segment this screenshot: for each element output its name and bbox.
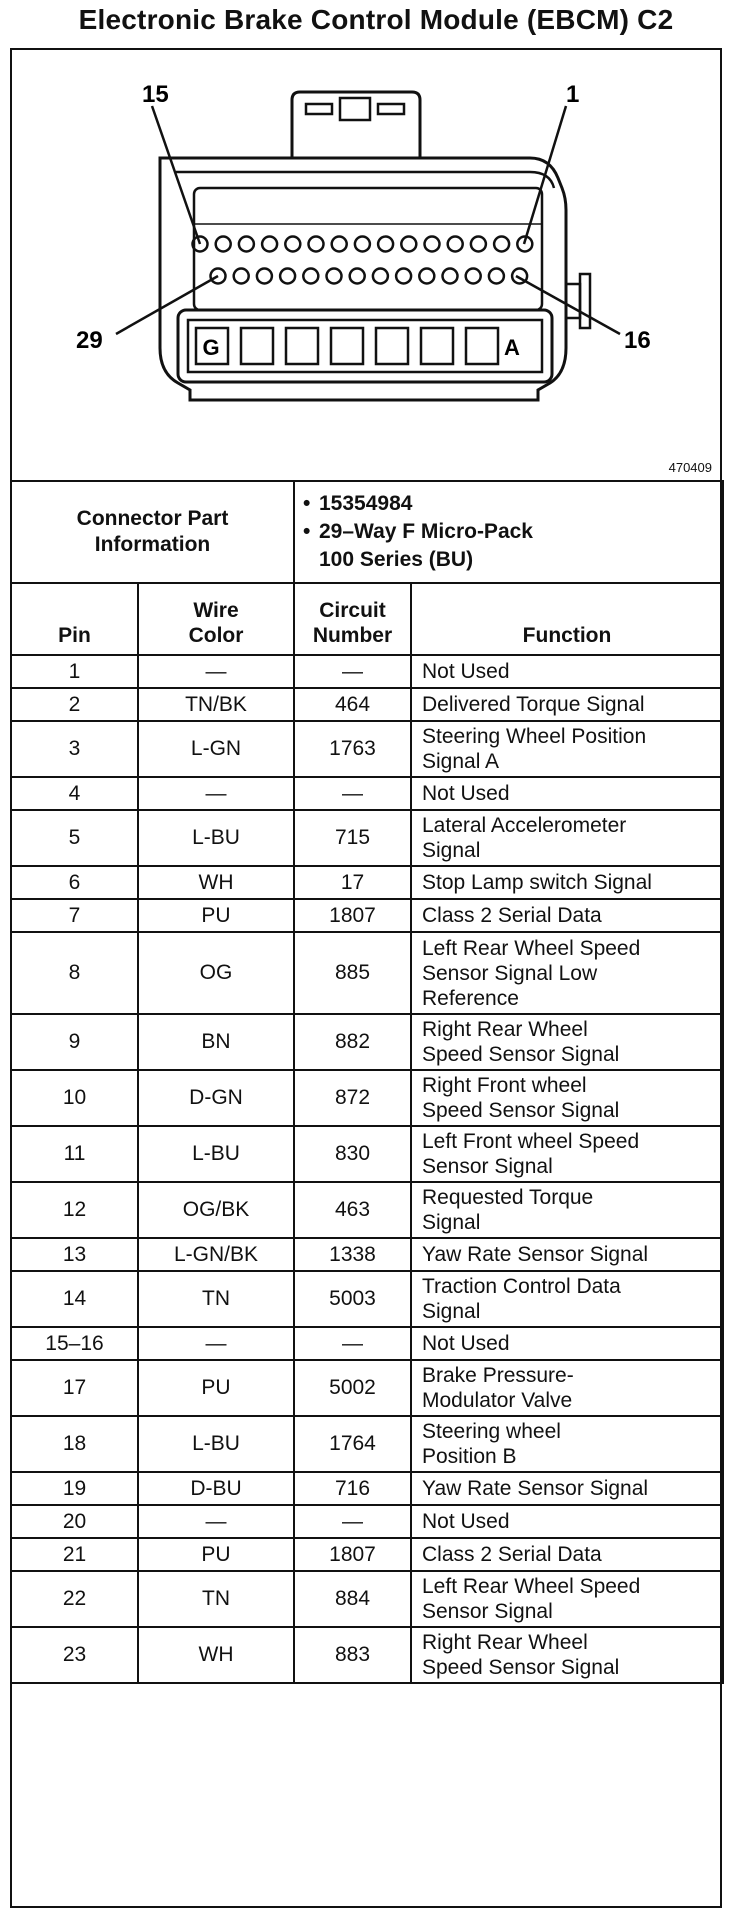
table-row (11, 810, 723, 866)
function-line: Requested Torque (422, 1186, 594, 1209)
pin-cavity-top (494, 237, 509, 252)
function-line: Class 2 Serial Data (422, 1543, 602, 1566)
pin-cell: 7 (11, 899, 138, 932)
key-cell (466, 328, 498, 364)
pin-cell: 3 (11, 721, 138, 777)
key-cell (286, 328, 318, 364)
page-title: Electronic Brake Control Module (EBCM) C2 (78, 4, 674, 35)
wire-color-cell: D-GN (138, 1070, 294, 1126)
wire-color-cell: — (138, 777, 294, 810)
pin-cell: 20 (11, 1505, 138, 1538)
function-cell (411, 1126, 723, 1182)
pin-cavity-bottom (373, 269, 388, 284)
table-row (11, 777, 723, 810)
function-line: Position B (422, 1445, 517, 1468)
col-header-circuit-number: Circuit Number (294, 583, 411, 655)
label-pin-16: 16 (624, 327, 651, 354)
pin-row-bottom (211, 269, 528, 284)
wire-color-cell: OG (138, 932, 294, 1014)
function-line: Yaw Rate Sensor Signal (422, 1243, 649, 1266)
function-cell (411, 1360, 723, 1416)
function-line: Sensor Signal Low (422, 961, 598, 985)
wire-color-cell: TN/BK (138, 688, 294, 721)
function-cell (411, 1182, 723, 1238)
table-row (11, 1472, 723, 1505)
function-cell (411, 810, 723, 866)
label-pin-15: 15 (142, 81, 169, 108)
pin-cavity-top (425, 237, 440, 252)
wire-color-cell: D-BU (138, 1472, 294, 1505)
pin-cavity-bottom (327, 269, 342, 284)
pin-cavity-top (285, 237, 300, 252)
function-line: Steering wheel (422, 1420, 561, 1443)
table-row (11, 1271, 723, 1327)
function-cell (411, 1538, 723, 1571)
pin-cavity-top (239, 237, 254, 252)
function-line: Signal (422, 1300, 481, 1323)
wire-color-cell: WH (138, 1627, 294, 1683)
circuit-number-cell: 463 (294, 1182, 411, 1238)
function-line: Delivered Torque Signal (422, 693, 645, 716)
function-line: Speed Sensor Signal (422, 1099, 620, 1122)
circuit-number-cell: 1807 (294, 1538, 411, 1571)
wire-color-cell: WH (138, 866, 294, 899)
pin-cell: 17 (11, 1360, 138, 1416)
pin-cavity-bottom (443, 269, 458, 284)
circuit-number-cell: 872 (294, 1070, 411, 1126)
table-row (11, 1416, 723, 1472)
function-line: Speed Sensor Signal (422, 1043, 620, 1066)
circuit-number-cell: 5002 (294, 1360, 411, 1416)
function-cell (411, 1271, 723, 1327)
table-row (11, 1627, 723, 1683)
function-line: Brake Pressure- (422, 1364, 574, 1387)
circuit-number-cell: 884 (294, 1571, 411, 1627)
col-header-pin: Pin (11, 583, 138, 655)
pin-cell: 13 (11, 1238, 138, 1271)
table-row (11, 1360, 723, 1416)
function-cell (411, 866, 723, 899)
circuit-number-cell: — (294, 1327, 411, 1360)
function-line: Modulator Valve (422, 1389, 573, 1412)
key-label-a: A (504, 335, 520, 360)
wire-color-cell: L-GN (138, 721, 294, 777)
pin-cell: 4 (11, 777, 138, 810)
pin-cavity-bottom (280, 269, 295, 284)
pin-cell: 10 (11, 1070, 138, 1126)
pin-cavity-bottom (489, 269, 504, 284)
wire-color-cell: PU (138, 1360, 294, 1416)
pin-cavity-top (262, 237, 277, 252)
circuit-number-cell: 17 (294, 866, 411, 899)
function-line: Right Front wheel (422, 1074, 587, 1097)
function-line: Signal (422, 1211, 481, 1234)
function-line: Stop Lamp switch Signal (422, 871, 652, 894)
wire-color-cell: L-BU (138, 1416, 294, 1472)
pin-cavity-bottom (303, 269, 318, 284)
pin-cell: 15–16 (11, 1327, 138, 1360)
pin-cell: 2 (11, 688, 138, 721)
wire-color-cell: L-BU (138, 1126, 294, 1182)
wire-color-cell: — (138, 655, 294, 688)
circuit-number-cell: 1338 (294, 1238, 411, 1271)
pin-cell: 14 (11, 1271, 138, 1327)
wire-color-cell: TN (138, 1571, 294, 1627)
pin-cavity-bottom (234, 269, 249, 284)
pinout-table (10, 480, 724, 1684)
key-cells (196, 328, 498, 364)
function-cell (411, 1416, 723, 1472)
function-line: Steering Wheel Position (422, 725, 647, 748)
latch-slot-right (378, 104, 404, 114)
function-line: Not Used (422, 1510, 510, 1533)
function-line: Left Rear Wheel Speed (422, 936, 641, 960)
table-row (11, 655, 723, 688)
latch-slot-left (306, 104, 332, 114)
function-cell (411, 1327, 723, 1360)
function-cell (411, 1014, 723, 1070)
circuit-number-cell: 885 (294, 932, 411, 1014)
pin-cell: 9 (11, 1014, 138, 1070)
circuit-number-cell: — (294, 1505, 411, 1538)
function-line: Left Front wheel Speed (422, 1130, 640, 1153)
label-pin-29: 29 (76, 327, 103, 354)
pin-cavity-bottom (396, 269, 411, 284)
table-row (11, 1571, 723, 1627)
table-row (11, 1505, 723, 1538)
table-row (11, 1182, 723, 1238)
figure-number: 470409 (668, 460, 712, 475)
circuit-number-cell: 883 (294, 1627, 411, 1683)
pin-cavity-top (309, 237, 324, 252)
function-line: Class 2 Serial Data (422, 904, 602, 927)
circuit-number-cell: 715 (294, 810, 411, 866)
table-row (11, 1014, 723, 1070)
function-cell (411, 688, 723, 721)
function-line: Left Rear Wheel Speed (422, 1575, 641, 1598)
pin-cavity-bottom (466, 269, 481, 284)
pin-cell: 11 (11, 1126, 138, 1182)
side-tab-cap (580, 274, 590, 328)
table-row (11, 932, 723, 1014)
circuit-number-cell: 1807 (294, 899, 411, 932)
wire-color-cell: OG/BK (138, 1182, 294, 1238)
table-row (11, 1327, 723, 1360)
pin-cell: 6 (11, 866, 138, 899)
function-line: Not Used (422, 1332, 510, 1355)
leader-line-1 (524, 106, 566, 244)
function-cell (411, 1627, 723, 1683)
key-cell (331, 328, 363, 364)
function-cell (411, 1472, 723, 1505)
pin-row-top (193, 237, 533, 252)
pin-cell: 21 (11, 1538, 138, 1571)
key-cell (376, 328, 408, 364)
table-row (11, 721, 723, 777)
table-row (11, 688, 723, 721)
function-line: Yaw Rate Sensor Signal (422, 1477, 649, 1500)
leader-line-29 (116, 276, 218, 334)
label-pin-1: 1 (566, 81, 580, 108)
function-line: Not Used (422, 782, 510, 805)
body-inner-ridge (176, 172, 554, 188)
pin-cavity-top (378, 237, 393, 252)
part-number: • 15354984 (303, 492, 413, 515)
pin-cell: 23 (11, 1627, 138, 1683)
pin-cell: 22 (11, 1571, 138, 1627)
pin-cell: 19 (11, 1472, 138, 1505)
pin-cavity-bottom (419, 269, 434, 284)
function-cell (411, 721, 723, 777)
function-cell (411, 1505, 723, 1538)
circuit-number-cell: — (294, 655, 411, 688)
function-line: Right Rear Wheel (422, 1631, 588, 1654)
pin-cavity-top (471, 237, 486, 252)
key-label-g: G (202, 335, 220, 360)
pin-cell: 18 (11, 1416, 138, 1472)
function-line: Not Used (422, 660, 510, 683)
function-cell (411, 655, 723, 688)
wire-color-cell: L-BU (138, 810, 294, 866)
function-cell (411, 1238, 723, 1271)
pin-cell: 12 (11, 1182, 138, 1238)
side-tab (566, 284, 580, 318)
connector-latch (292, 92, 420, 158)
pin-cell: 8 (11, 932, 138, 1014)
circuit-number-cell: 830 (294, 1126, 411, 1182)
table-row (11, 866, 723, 899)
col-header-function: Function (411, 583, 723, 655)
pin-cavity-top (401, 237, 416, 252)
table-row (11, 1538, 723, 1571)
connector-info-details (294, 481, 723, 583)
function-line: Traction Control Data (422, 1275, 621, 1298)
wire-color-cell: L-GN/BK (138, 1238, 294, 1271)
table-row (11, 1126, 723, 1182)
column-header-row (11, 583, 723, 655)
pin-cell: 1 (11, 655, 138, 688)
wire-color-cell: — (138, 1327, 294, 1360)
connector-diagram (10, 48, 722, 480)
circuit-number-cell: 716 (294, 1472, 411, 1505)
function-cell (411, 932, 723, 1014)
function-cell (411, 777, 723, 810)
function-line: Speed Sensor Signal (422, 1656, 620, 1679)
wire-color-cell: — (138, 1505, 294, 1538)
connector-description-cont: 100 Series (BU) (319, 548, 474, 571)
circuit-number-cell: 464 (294, 688, 411, 721)
key-cell (421, 328, 453, 364)
function-cell (411, 1571, 723, 1627)
function-line: Sensor Signal (422, 1155, 553, 1178)
table-row (11, 1238, 723, 1271)
circuit-number-cell: 1763 (294, 721, 411, 777)
function-line: Right Rear Wheel (422, 1018, 588, 1041)
function-line: Reference (422, 986, 519, 1010)
circuit-number-cell: 1764 (294, 1416, 411, 1472)
wire-color-cell: PU (138, 899, 294, 932)
circuit-number-cell: — (294, 777, 411, 810)
wire-color-cell: TN (138, 1271, 294, 1327)
key-cell (241, 328, 273, 364)
circuit-number-cell: 5003 (294, 1271, 411, 1327)
connector-info-row (11, 481, 723, 583)
circuit-number-cell: 882 (294, 1014, 411, 1070)
function-line: Signal (422, 839, 481, 862)
pin-cell: 5 (11, 810, 138, 866)
pin-cavity-top (332, 237, 347, 252)
function-cell (411, 1070, 723, 1126)
table-row (11, 1070, 723, 1126)
function-line: Lateral Accelerometer (422, 814, 627, 837)
pin-cavity-top (355, 237, 370, 252)
pin-cavity-top (448, 237, 463, 252)
function-line: Sensor Signal (422, 1600, 553, 1623)
connector-description: • 29–Way F Micro-Pack (303, 520, 533, 543)
pin-cavity-bottom (257, 269, 272, 284)
wire-color-cell: BN (138, 1014, 294, 1070)
function-line: Signal A (422, 750, 500, 773)
connector-drawing (10, 48, 722, 480)
latch-tab (340, 98, 370, 120)
table-row (11, 899, 723, 932)
col-header-wire-color: Wire Color (138, 583, 294, 655)
connector-info-label: Connector Part Information (11, 481, 294, 583)
pin-cavity-bottom (350, 269, 365, 284)
wire-color-cell: PU (138, 1538, 294, 1571)
pin-cavity-top (216, 237, 231, 252)
function-cell (411, 899, 723, 932)
